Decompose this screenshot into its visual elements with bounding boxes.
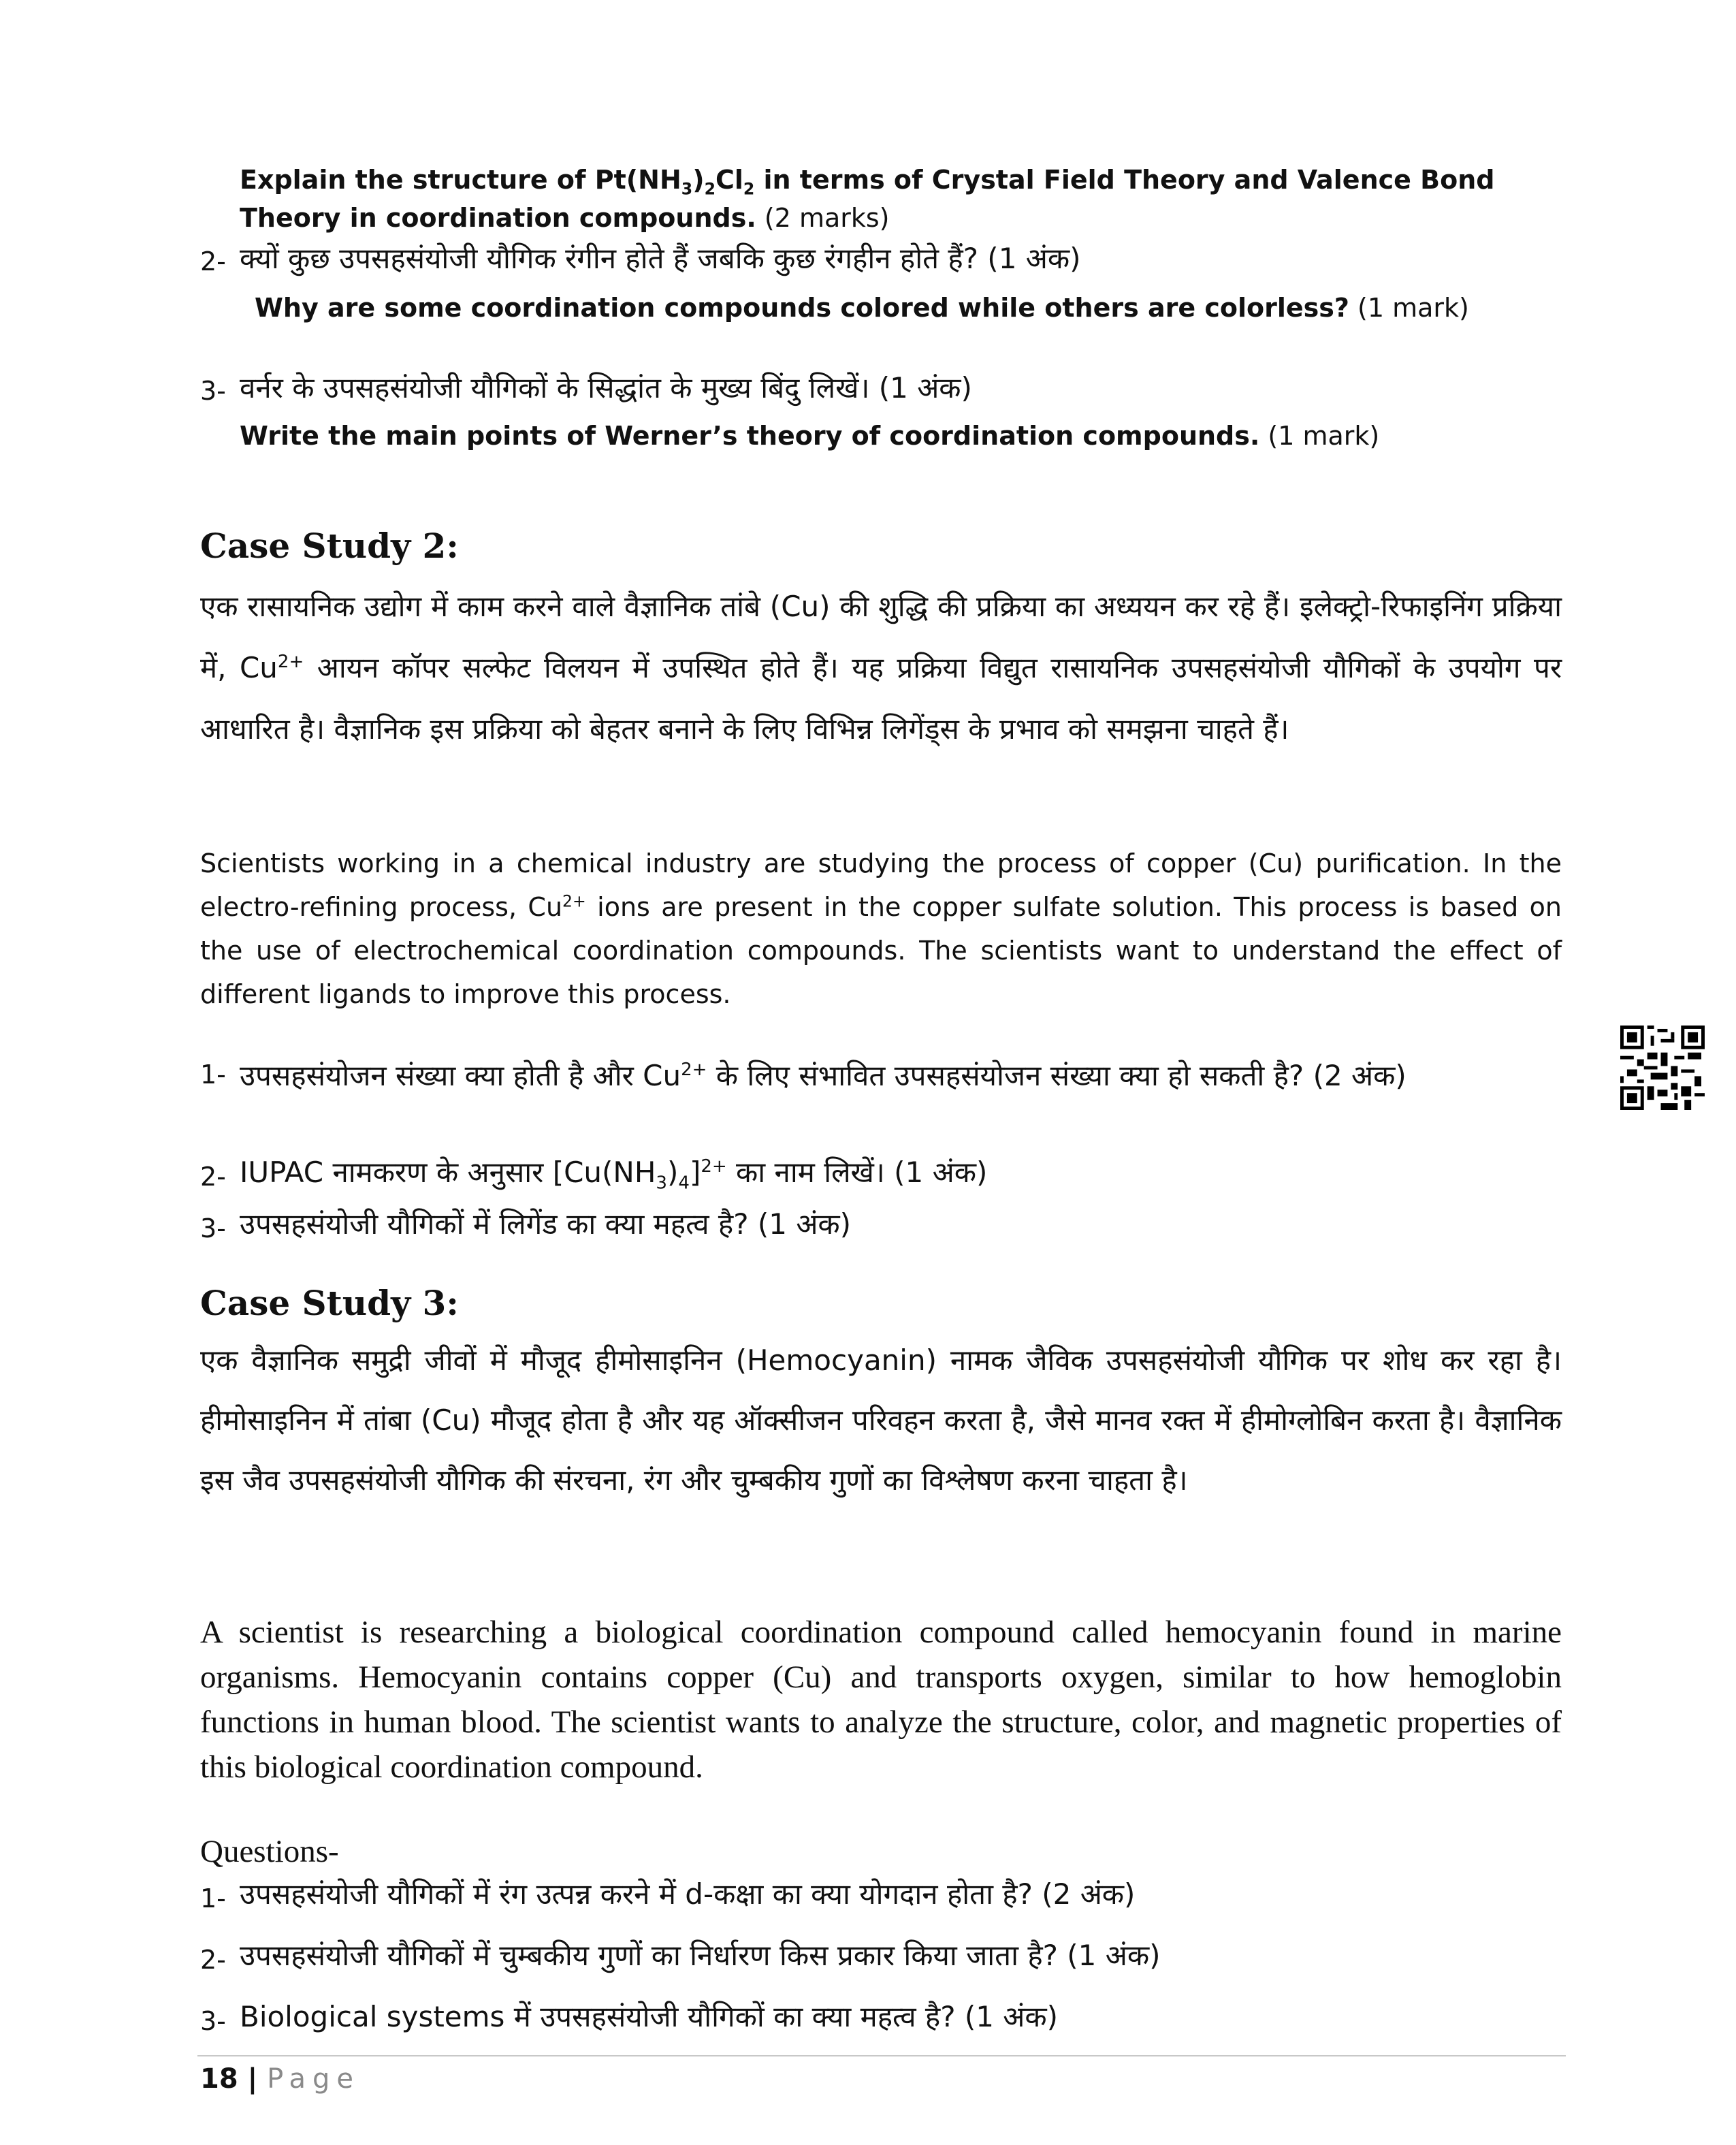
page-number: 18 [200,2063,238,2095]
page-label: Page [267,2063,360,2095]
case-study-2-heading: Case Study 2: [200,526,459,566]
case2-q3-number: 3- [200,1213,226,1243]
case-study-3-heading: Case Study 3: [200,1283,459,1323]
case3-q1-text: उपसहसंयोजी यौगिकों में रंग उत्पन्न करने में d-कक्षा का क्या योगदान होता है? (2 अंक) [240,1877,1136,1911]
case3-q2-text: उपसहसंयोजी यौगिकों में चुम्बकीय गुणों का निर्धारण किस प्रकार किया जाता है? (1 अंक) [240,1939,1161,1972]
case3-q2-number: 2- [200,1945,226,1975]
intro-q2-number: 2- [200,247,226,276]
intro-q3-hindi: वर्नर के उपसहसंयोजी यौगिकों के सिद्धांत के मुख्य बिंदु लिखें। (1 अंक) [240,371,972,404]
case2-q1-text: उपसहसंयोजन संख्या क्या होती है और $Cu^{2+}$ के लिए संभावित उपसहसंयोजन संख्या क्या हो सकती है? (2 अंक) [240,1059,1407,1092]
case2-q1-number: 1- [200,1060,226,1090]
case-study-2-hindi-paragraph: एक रासायनिक उद्योग में काम करने वाले वैज्ञानिक तांबे (Cu) की शुद्धि की प्रक्रिया का अध्ययन कर रहे हैं। इलेक्ट्रो-रिफाइनिंग प्रक्रिया में, $Cu^{2+}$ आयन कॉपर सल्फेट विलयन में उपस्थित होते हैं। यह प्रक्रिया विद्युत रासायनिक उपसहसंयोजी यौगिकों के उपयोग पर आधारित है। वैज्ञानिक इस प्रक्रिया को बेहतर बनाने के लिए विभिन्न लिगेंड्स के प्रभाव को समझना चाहते हैं। [200,590,1562,746]
case2-q2-text: IUPAC नामकरण के अनुसार $[Cu(NH_3)_4]^{2+}$ का नाम लिखें। (1 अंक) [240,1156,988,1194]
case3-q3-number: 3- [200,2006,226,2036]
intro-q2-hindi: क्यों कुछ उपसहसंयोजी यौगिक रंगीन होते हैं जबकि कुछ रंगहीन होते हैं? (1 अंक) [240,242,1081,275]
case3-q1-number: 1- [200,1884,226,1913]
footer-divider [197,2055,1566,2056]
intro-q3-english: Write the main points of Werner’s theory of coordination compounds. (1 mark) [240,421,1380,451]
case2-q2-number: 2- [200,1162,226,1192]
case-study-3-hindi-paragraph: एक वैज्ञानिक समुद्री जीवों में मौजूद हीमोसाइनिन (Hemocyanin) नामक जैविक उपसहसंयोजी यौगिक पर शोध कर रहा है। हीमोसाइनिन में तांबा (Cu) मौजूद होता है और यह ऑक्सीजन परिवहन करता है, जैसे मानव रक्त में हीमोग्लोबिन करता है। वैज्ञानिक इस जैव उपसहसंयोजी यौगिक की संरचना, रंग और चुम्बकीय गुणों का विश्लेषण करना चाहता है। [200,1344,1562,1497]
qr-code-icon [1620,1026,1705,1110]
case2-q3-text: उपसहसंयोजी यौगिकों में लिगेंड का क्या महत्व है? (1 अंक) [240,1207,852,1241]
intro-q2-english: Why are some coordination compounds colored while others are colorless? (1 mark) [255,293,1469,323]
case-study-2-english-paragraph: Scientists working in a chemical industry are studying the process of copper (Cu) purification. In the electro-refining process, $Cu^{2+}$ ions are present in the copper sulfate solution. This process is based on the use of electrochemical coordination compounds. The scientists want to understand the effect of different ligands to improve this process. [200,848,1562,1009]
questions-label: Questions- [200,1834,339,1869]
case3-q3-text: Biological systems में उपसहसंयोजी यौगिकों का क्या महत्व है? (1 अंक) [240,2000,1059,2033]
intro-q3-number: 3- [200,376,226,406]
intro-q1-english: Explain the structure of $Pt(NH_3)_2Cl_2$ in terms of Crystal Field Theory and Valence Bond Theory in coordination compounds. (2 marks) [240,165,1495,233]
case-study-3-english-paragraph: A scientist is researching a biological coordination compound called hemocyanin found in marine organisms. Hemocyanin contains copper (Cu) and transports oxygen, similar to how hemoglobin functions in human blood. The scientist wants to analyze the structure, color, and magnetic properties of this biological coordination compound. [200,1615,1562,1785]
page-footer: 18 | Page [200,2063,360,2095]
